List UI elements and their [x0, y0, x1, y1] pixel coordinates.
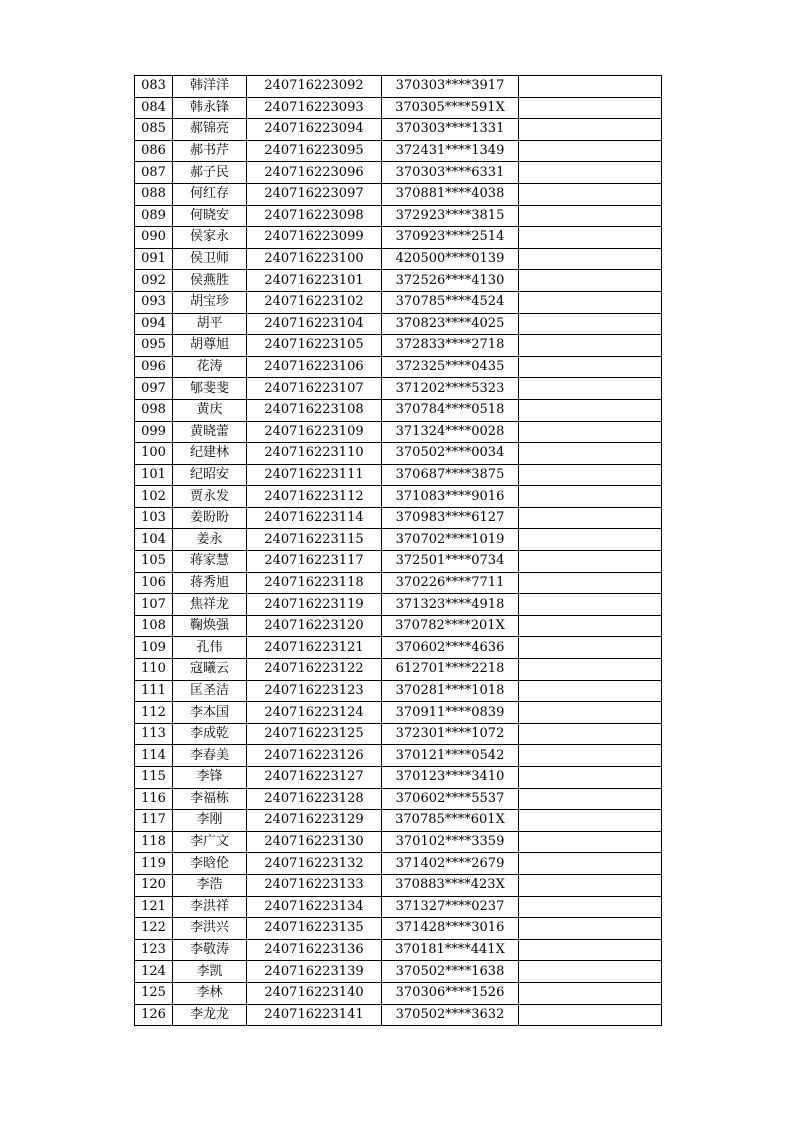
- exam-number-cell: 240716223096: [247, 162, 382, 184]
- note-cell: [519, 702, 662, 724]
- name-cell: 鞠焕强: [173, 615, 247, 637]
- name-cell: 焦祥龙: [173, 594, 247, 616]
- id-number-cell: 370502****1638: [382, 961, 519, 983]
- name-cell: 李敬涛: [173, 939, 247, 961]
- table-row: [135, 982, 662, 1004]
- table-row: [135, 443, 662, 465]
- note-cell: [519, 529, 662, 551]
- exam-number-cell: 240716223095: [247, 140, 382, 162]
- note-cell: [519, 659, 662, 681]
- name-cell: 李广文: [173, 831, 247, 853]
- exam-number-cell: 240716223108: [247, 399, 382, 421]
- row-number-cell: 100: [135, 443, 173, 465]
- id-number-cell: 370102****3359: [382, 831, 519, 853]
- table-row: [135, 76, 662, 98]
- name-cell: 李本国: [173, 702, 247, 724]
- note-cell: [519, 119, 662, 141]
- note-cell: [519, 874, 662, 896]
- table-row: [135, 637, 662, 659]
- exam-number-cell: 240716223094: [247, 119, 382, 141]
- table-row: [135, 507, 662, 529]
- exam-number-cell: 240716223139: [247, 961, 382, 983]
- table-row: [135, 853, 662, 875]
- name-cell: 纪昭安: [173, 464, 247, 486]
- exam-number-cell: 240716223120: [247, 615, 382, 637]
- row-number-cell: 099: [135, 421, 173, 443]
- note-cell: [519, 162, 662, 184]
- table-row: [135, 399, 662, 421]
- exam-number-cell: 240716223124: [247, 702, 382, 724]
- name-cell: 胡平: [173, 313, 247, 335]
- name-cell: 李刚: [173, 810, 247, 832]
- row-number-cell: 094: [135, 313, 173, 335]
- exam-number-cell: 240716223109: [247, 421, 382, 443]
- note-cell: [519, 421, 662, 443]
- row-number-cell: 108: [135, 615, 173, 637]
- id-number-cell: 370602****4636: [382, 637, 519, 659]
- table-row: [135, 486, 662, 508]
- table-row: [135, 529, 662, 551]
- row-number-cell: 105: [135, 551, 173, 573]
- row-number-cell: 102: [135, 486, 173, 508]
- row-number-cell: 124: [135, 961, 173, 983]
- note-cell: [519, 961, 662, 983]
- row-number-cell: 093: [135, 291, 173, 313]
- row-number-cell: 126: [135, 1004, 173, 1026]
- roster-table: [134, 75, 662, 1026]
- note-cell: [519, 399, 662, 421]
- note-cell: [519, 680, 662, 702]
- note-cell: [519, 140, 662, 162]
- row-number-cell: 107: [135, 594, 173, 616]
- name-cell: 郝子民: [173, 162, 247, 184]
- row-number-cell: 122: [135, 918, 173, 940]
- table-row: [135, 831, 662, 853]
- note-cell: [519, 1004, 662, 1026]
- note-cell: [519, 831, 662, 853]
- note-cell: [519, 205, 662, 227]
- name-cell: 韩洋洋: [173, 76, 247, 98]
- exam-number-cell: 240716223129: [247, 810, 382, 832]
- table-row: [135, 723, 662, 745]
- id-number-cell: 370281****1018: [382, 680, 519, 702]
- name-cell: 李洪兴: [173, 918, 247, 940]
- id-number-cell: 370911****0839: [382, 702, 519, 724]
- exam-number-cell: 240716223122: [247, 659, 382, 681]
- id-number-cell: 370303****1331: [382, 119, 519, 141]
- name-cell: 李浩: [173, 874, 247, 896]
- name-cell: 孔伟: [173, 637, 247, 659]
- id-number-cell: 370702****1019: [382, 529, 519, 551]
- name-cell: 匡圣洁: [173, 680, 247, 702]
- exam-number-cell: 240716223117: [247, 551, 382, 573]
- row-number-cell: 091: [135, 248, 173, 270]
- exam-number-cell: 240716223123: [247, 680, 382, 702]
- id-number-cell: 370502****0034: [382, 443, 519, 465]
- row-number-cell: 097: [135, 378, 173, 400]
- id-number-cell: 372301****1072: [382, 723, 519, 745]
- row-number-cell: 117: [135, 810, 173, 832]
- row-number-cell: 104: [135, 529, 173, 551]
- name-cell: 胡宝珍: [173, 291, 247, 313]
- id-number-cell: 370303****3917: [382, 76, 519, 98]
- row-number-cell: 110: [135, 659, 173, 681]
- note-cell: [519, 551, 662, 573]
- table-row: [135, 767, 662, 789]
- row-number-cell: 118: [135, 831, 173, 853]
- exam-number-cell: 240716223110: [247, 443, 382, 465]
- name-cell: 李林: [173, 982, 247, 1004]
- name-cell: 郝锦亮: [173, 119, 247, 141]
- row-number-cell: 085: [135, 119, 173, 141]
- table-row: [135, 680, 662, 702]
- note-cell: [519, 227, 662, 249]
- note-cell: [519, 594, 662, 616]
- row-number-cell: 113: [135, 723, 173, 745]
- note-cell: [519, 76, 662, 98]
- name-cell: 贾永发: [173, 486, 247, 508]
- row-number-cell: 089: [135, 205, 173, 227]
- row-number-cell: 106: [135, 572, 173, 594]
- exam-number-cell: 240716223104: [247, 313, 382, 335]
- name-cell: 李晗伦: [173, 853, 247, 875]
- row-number-cell: 088: [135, 183, 173, 205]
- note-cell: [519, 97, 662, 119]
- exam-number-cell: 240716223141: [247, 1004, 382, 1026]
- note-cell: [519, 810, 662, 832]
- exam-number-cell: 240716223105: [247, 335, 382, 357]
- id-number-cell: 371402****2679: [382, 853, 519, 875]
- exam-number-cell: 240716223106: [247, 356, 382, 378]
- table-row: [135, 788, 662, 810]
- exam-number-cell: 240716223092: [247, 76, 382, 98]
- table-row: [135, 939, 662, 961]
- row-number-cell: 103: [135, 507, 173, 529]
- table-row: [135, 810, 662, 832]
- row-number-cell: 121: [135, 896, 173, 918]
- name-cell: 韩永锋: [173, 97, 247, 119]
- name-cell: 何晓安: [173, 205, 247, 227]
- note-cell: [519, 335, 662, 357]
- table-row: [135, 97, 662, 119]
- note-cell: [519, 291, 662, 313]
- id-number-cell: 370121****0542: [382, 745, 519, 767]
- name-cell: 李凯: [173, 961, 247, 983]
- name-cell: 侯家永: [173, 227, 247, 249]
- table-row: [135, 918, 662, 940]
- id-number-cell: 370306****1526: [382, 982, 519, 1004]
- table-row: [135, 313, 662, 335]
- note-cell: [519, 982, 662, 1004]
- id-number-cell: 370823****4025: [382, 313, 519, 335]
- table-row: [135, 248, 662, 270]
- note-cell: [519, 767, 662, 789]
- table-row: [135, 227, 662, 249]
- exam-number-cell: 240716223107: [247, 378, 382, 400]
- id-number-cell: 370181****441X: [382, 939, 519, 961]
- exam-number-cell: 240716223135: [247, 918, 382, 940]
- exam-number-cell: 240716223098: [247, 205, 382, 227]
- exam-number-cell: 240716223133: [247, 874, 382, 896]
- id-number-cell: 370782****201X: [382, 615, 519, 637]
- id-number-cell: 370502****3632: [382, 1004, 519, 1026]
- exam-number-cell: 240716223097: [247, 183, 382, 205]
- row-number-cell: 120: [135, 874, 173, 896]
- table-row: [135, 961, 662, 983]
- note-cell: [519, 313, 662, 335]
- row-number-cell: 096: [135, 356, 173, 378]
- exam-number-cell: 240716223128: [247, 788, 382, 810]
- table-row: [135, 874, 662, 896]
- name-cell: 寇曦云: [173, 659, 247, 681]
- name-cell: 侯卫师: [173, 248, 247, 270]
- table-row: [135, 745, 662, 767]
- note-cell: [519, 723, 662, 745]
- name-cell: 纪建林: [173, 443, 247, 465]
- id-number-cell: 370881****4038: [382, 183, 519, 205]
- name-cell: 李成乾: [173, 723, 247, 745]
- row-number-cell: 090: [135, 227, 173, 249]
- name-cell: 蒋家慧: [173, 551, 247, 573]
- id-number-cell: 371202****5323: [382, 378, 519, 400]
- note-cell: [519, 615, 662, 637]
- row-number-cell: 086: [135, 140, 173, 162]
- exam-number-cell: 240716223119: [247, 594, 382, 616]
- name-cell: 胡尊旭: [173, 335, 247, 357]
- row-number-cell: 119: [135, 853, 173, 875]
- exam-number-cell: 240716223134: [247, 896, 382, 918]
- id-number-cell: 372923****3815: [382, 205, 519, 227]
- id-number-cell: 372501****0734: [382, 551, 519, 573]
- note-cell: [519, 853, 662, 875]
- table-row: [135, 119, 662, 141]
- row-number-cell: 098: [135, 399, 173, 421]
- name-cell: 李洪祥: [173, 896, 247, 918]
- note-cell: [519, 637, 662, 659]
- id-number-cell: 371324****0028: [382, 421, 519, 443]
- id-number-cell: 370785****4524: [382, 291, 519, 313]
- table-row: [135, 335, 662, 357]
- table-row: [135, 702, 662, 724]
- name-cell: 李锋: [173, 767, 247, 789]
- id-number-cell: 420500****0139: [382, 248, 519, 270]
- row-number-cell: 125: [135, 982, 173, 1004]
- note-cell: [519, 507, 662, 529]
- name-cell: 何红存: [173, 183, 247, 205]
- name-cell: 郇斐斐: [173, 378, 247, 400]
- note-cell: [519, 464, 662, 486]
- name-cell: 蒋秀旭: [173, 572, 247, 594]
- id-number-cell: 371428****3016: [382, 918, 519, 940]
- exam-number-cell: 240716223127: [247, 767, 382, 789]
- exam-number-cell: 240716223130: [247, 831, 382, 853]
- note-cell: [519, 788, 662, 810]
- row-number-cell: 123: [135, 939, 173, 961]
- table-row: [135, 356, 662, 378]
- id-number-cell: 372431****1349: [382, 140, 519, 162]
- row-number-cell: 084: [135, 97, 173, 119]
- exam-number-cell: 240716223114: [247, 507, 382, 529]
- row-number-cell: 111: [135, 680, 173, 702]
- row-number-cell: 115: [135, 767, 173, 789]
- id-number-cell: 371323****4918: [382, 594, 519, 616]
- note-cell: [519, 443, 662, 465]
- exam-number-cell: 240716223093: [247, 97, 382, 119]
- exam-number-cell: 240716223112: [247, 486, 382, 508]
- id-number-cell: 370305****591X: [382, 97, 519, 119]
- note-cell: [519, 270, 662, 292]
- table-row: [135, 896, 662, 918]
- table-row: [135, 659, 662, 681]
- exam-number-cell: 240716223102: [247, 291, 382, 313]
- note-cell: [519, 486, 662, 508]
- id-number-cell: 371327****0237: [382, 896, 519, 918]
- id-number-cell: 370123****3410: [382, 767, 519, 789]
- name-cell: 黄庆: [173, 399, 247, 421]
- name-cell: 姜盼盼: [173, 507, 247, 529]
- name-cell: 侯燕胜: [173, 270, 247, 292]
- exam-number-cell: 240716223118: [247, 572, 382, 594]
- exam-number-cell: 240716223125: [247, 723, 382, 745]
- roster-body: [135, 76, 662, 1026]
- table-row: [135, 183, 662, 205]
- name-cell: 花涛: [173, 356, 247, 378]
- exam-number-cell: 240716223132: [247, 853, 382, 875]
- exam-number-cell: 240716223101: [247, 270, 382, 292]
- table-row: [135, 162, 662, 184]
- row-number-cell: 101: [135, 464, 173, 486]
- id-number-cell: 370784****0518: [382, 399, 519, 421]
- table-row: [135, 421, 662, 443]
- note-cell: [519, 745, 662, 767]
- table-row: [135, 1004, 662, 1026]
- note-cell: [519, 378, 662, 400]
- exam-number-cell: 240716223099: [247, 227, 382, 249]
- table-row: [135, 572, 662, 594]
- id-number-cell: 371083****9016: [382, 486, 519, 508]
- row-number-cell: 109: [135, 637, 173, 659]
- id-number-cell: 372526****4130: [382, 270, 519, 292]
- table-row: [135, 140, 662, 162]
- id-number-cell: 370687****3875: [382, 464, 519, 486]
- table-row: [135, 291, 662, 313]
- name-cell: 李福栋: [173, 788, 247, 810]
- row-number-cell: 112: [135, 702, 173, 724]
- exam-number-cell: 240716223115: [247, 529, 382, 551]
- id-number-cell: 372833****2718: [382, 335, 519, 357]
- id-number-cell: 370983****6127: [382, 507, 519, 529]
- exam-number-cell: 240716223111: [247, 464, 382, 486]
- table-row: [135, 594, 662, 616]
- table-row: [135, 205, 662, 227]
- row-number-cell: 114: [135, 745, 173, 767]
- id-number-cell: 370785****601X: [382, 810, 519, 832]
- name-cell: 郝书芹: [173, 140, 247, 162]
- id-number-cell: 370923****2514: [382, 227, 519, 249]
- row-number-cell: 092: [135, 270, 173, 292]
- id-number-cell: 370883****423X: [382, 874, 519, 896]
- note-cell: [519, 248, 662, 270]
- row-number-cell: 083: [135, 76, 173, 98]
- table-row: [135, 270, 662, 292]
- id-number-cell: 372325****0435: [382, 356, 519, 378]
- note-cell: [519, 939, 662, 961]
- row-number-cell: 087: [135, 162, 173, 184]
- note-cell: [519, 918, 662, 940]
- id-number-cell: 370226****7711: [382, 572, 519, 594]
- id-number-cell: 612701****2218: [382, 659, 519, 681]
- table-row: [135, 615, 662, 637]
- table-row: [135, 378, 662, 400]
- row-number-cell: 116: [135, 788, 173, 810]
- exam-number-cell: 240716223140: [247, 982, 382, 1004]
- exam-number-cell: 240716223136: [247, 939, 382, 961]
- name-cell: 李春美: [173, 745, 247, 767]
- id-number-cell: 370303****6331: [382, 162, 519, 184]
- note-cell: [519, 356, 662, 378]
- exam-number-cell: 240716223100: [247, 248, 382, 270]
- name-cell: 黄晓蕾: [173, 421, 247, 443]
- name-cell: 姜永: [173, 529, 247, 551]
- row-number-cell: 095: [135, 335, 173, 357]
- name-cell: 李龙龙: [173, 1004, 247, 1026]
- table-row: [135, 464, 662, 486]
- note-cell: [519, 896, 662, 918]
- note-cell: [519, 183, 662, 205]
- exam-number-cell: 240716223126: [247, 745, 382, 767]
- note-cell: [519, 572, 662, 594]
- exam-number-cell: 240716223121: [247, 637, 382, 659]
- table-row: [135, 551, 662, 573]
- id-number-cell: 370602****5537: [382, 788, 519, 810]
